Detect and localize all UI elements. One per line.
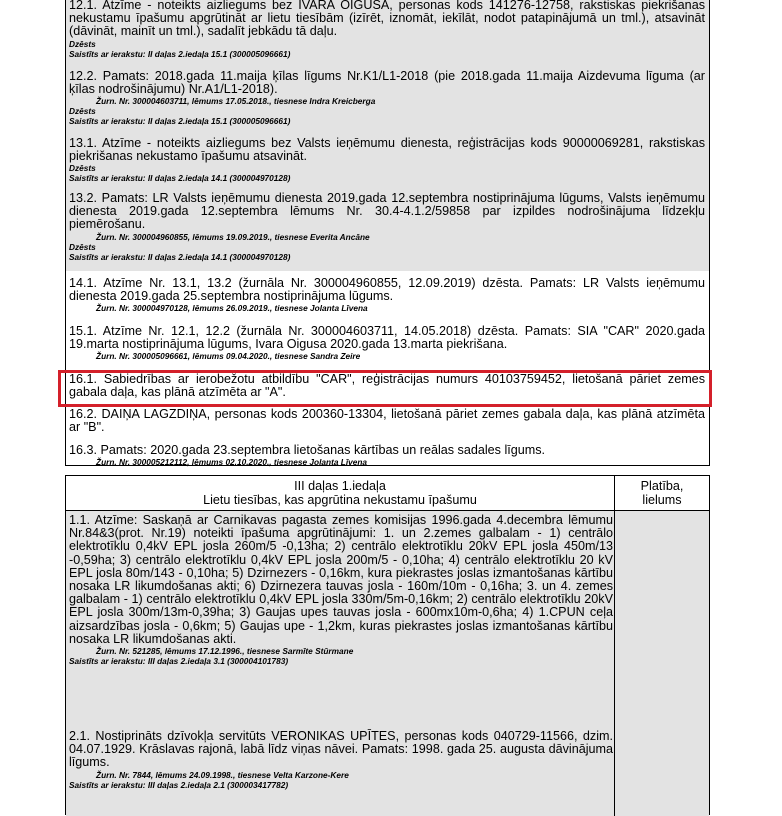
entry-15-1: [69, 325, 705, 361]
column-divider: [614, 476, 615, 816]
section-header-title: Lietu tiesības, kas apgrūtina nekustamu īpašumu: [203, 492, 477, 507]
journal-line: Žurn. Nr. 300004960855, lēmums 19.09.2019., tiesnese Everita Ancāne: [96, 231, 370, 242]
linked-entry: Saistīts ar ierakstu: III daļas 2.iedaļa 3.1 (300004101783): [69, 656, 289, 667]
section-header-part: III daļas 1.iedaļa: [294, 479, 386, 493]
entry-text: 12.1. Atzīme - noteikts aizliegums bez IVARA OIGUSA, personas kods 141276-12758, rakstiskas piekrišanas nekustamu īpašumu apgrūtināt ar lietu tiesībām (izīrēt, iznomāt, iekīlāt, nodot patapinājumā un tml.), atsavināt (dāvināt, mainīt un tml.), sadalīt jebkādu tā daļu.: [69, 0, 705, 39]
header-divider: [66, 510, 709, 511]
entry-14-1: [69, 277, 705, 313]
entry-text: 16.2. DAIŅA LAGZDIŅA, personas kods 200360-13304, lietošanā pāriet zemes gabala daļa, kas plānā atzīmēta ar "B".: [69, 407, 705, 435]
entry-b2-1: [69, 730, 613, 790]
deleted-label: Dzēsts: [69, 163, 96, 174]
entry-text: 13.2. Pamats: LR Valsts ieņēmumu dienesta 2019.gada 12.septembra nostiprinājuma lūgums, Valsts ieņēmumu dienesta 2019.gada 12.septembra lēmums Nr. 30.4-4.1.2/59858 par izpildes nodrošinājuma līdzekļu piemērošanu.: [69, 191, 705, 232]
deleted-label: Dzēsts: [69, 241, 96, 252]
linked-entry: Saistīts ar ierakstu: III daļas 2.iedaļa 2.1 (300003417782): [69, 779, 289, 790]
journal-line: Žurn. Nr. 300004603711, lēmums 17.05.2018., tiesnese Indra Kreicberga: [96, 96, 376, 107]
journal-line: Žurn. Nr. 300005212112, lēmums 02.10.2020., tiesnese Jolanta Līvena: [96, 457, 368, 468]
section-header: [66, 480, 614, 507]
entry-text: 14.1. Atzīme Nr. 13.1, 13.2 (žurnāla Nr. 300004960855, 12.09.2019) dzēsta. Pamats: LR Valsts ieņēmumu dienesta 2019.gada 25.septembra nostiprinājuma lūgums.: [69, 276, 705, 304]
linked-entry: Saistīts ar ierakstu: II daļas 2.iedaļa 15.1 (300005096661): [69, 116, 291, 127]
entry-text: 1.1. Atzīme: Saskaņā ar Carnikavas pagasta zemes komisijas 1996.gada 4.decembra lēmumu Nr.84&3(prot. Nr.19) noteikti īpašuma apgrūtinājumi: 1. un 2.zemes galbalam - 1) centrālo elektrotīklu 0,4kV EPL josla 260m/5 -0,13ha; 2) centrālo elektrotīklu 20kV EPL josla 450m/13 -0,59ha; 3) centrālo elektrotīklu 0,4kV EPL josla 200m/5 - 0,10ha; 4) centrālo elektrotīklu 20 kV EPL josla 80m/143 - 0,10ha; 5) Dzirnezers - 0,16km, kura piekrastes joslas izmantošanas kārtību nosaka LR likumdošanas akti; 6) Dzirnezera tauvas josla - 160m/10m - 0,16ha; 3. un 4. zemes galbalam - 1) centrālo elektrotīklu 0,4kV EPL josla 330m/5m-0,16km; 2) centrālo elektrotīklu 20kV EPL josla 300m/13m-0,39ha; 3) Gaujas upes tauvas josla - 600mx10m-0,6ha; 4) 1.CPUN ceļa aizsardzības josla - 0,6km; 5) Gaujas upe - 1,2km, kuras piekrastes joslas izmantošanas kārtību nosaka LR likumdošanas akti.: [69, 513, 613, 646]
entry-16-2: [69, 408, 705, 434]
deleted-label: Dzēsts: [69, 38, 96, 49]
area-header-line2: lielums: [642, 492, 682, 507]
journal-line: Žurn. Nr. 521285, lēmums 17.12.1996., tiesnese Sarmīte Stūrmane: [96, 646, 354, 657]
entry-13-1: [69, 137, 705, 183]
highlight-box: [58, 370, 712, 407]
journal-line: Žurn. Nr. 300004970128, lēmums 26.09.2019., tiesnese Jolanta Līvena: [96, 303, 368, 314]
entry-text: 16.3. Pamats: 2020.gada 23.septembra lietošanas kārtības un reālas sadales līgums.: [69, 443, 546, 457]
entry-text: 15.1. Atzīme Nr. 12.1, 12.2 (žurnāla Nr. 300004603711, 14.05.2018) dzēsta. Pamats: SIA "CAR" 2020.gada 19.marta nostiprinājuma lūgums, Ivara Oigusa 2020.gada 13.marta piekrišana.: [69, 324, 705, 352]
entry-16-3: [69, 444, 705, 467]
linked-entry: Saistīts ar ierakstu: II daļas 2.iedaļa 14.1 (300004970128): [69, 173, 291, 184]
area-header-line1: Platība,: [640, 479, 684, 493]
entry-12-2: [69, 70, 705, 126]
section-encumbrances: [65, 475, 710, 815]
journal-line: Žurn. Nr. 7844, lēmums 24.09.1998., tiesnese Velta Karzone-Kere: [96, 769, 349, 780]
entry-text: 2.1. Nostiprināts dzīvokļa servitūts VERONIKAS UPĪTES, personas kods 040729-11566, dzim. 04.07.1929. Krāslavas rajonā, labā līdz viņas nāvei. Pamats: 1998. gada 25. augusta dāvinājuma līgums.: [69, 729, 613, 770]
linked-entry: Saistīts ar ierakstu: II daļas 2.iedaļa 14.1 (300004970128): [69, 251, 291, 262]
entry-13-2: [69, 192, 705, 262]
entry-text: 13.1. Atzīme - noteikts aizliegums bez Valsts ieņēmumu dienesta, reģistrācijas kods 90000069281, rakstiskas piekrišanas nekustamo īpašumu atsavināt.: [69, 136, 705, 164]
deleted-label: Dzēsts: [69, 106, 96, 117]
entry-12-1: [69, 0, 705, 59]
entry-text: 16.1. Sabiedrības ar ierobežotu atbildību "CAR", reģistrācijas numurs 40103759452, lietošanā pāriet zemes gabala daļa, kas plānā atzīmēta ar "A".: [69, 372, 705, 400]
entry-text: 12.2. Pamats: 2018.gada 11.maija ķīlas līgums Nr.K1/L1-2018 (pie 2018.gada 11.maija Aizdevuma līguma (ar ķīlas nodrošinājumu) Nr.A1/L1-2018).: [69, 69, 705, 97]
area-column-header: [615, 480, 709, 507]
journal-line: Žurn. Nr. 300005096661, lēmums 09.04.2020., tiesnese Sandra Zeire: [96, 351, 361, 362]
linked-entry: Saistīts ar ierakstu: II daļas 2.iedaļa 15.1 (300005096661): [69, 48, 291, 59]
entry-b1-1: [69, 514, 613, 666]
